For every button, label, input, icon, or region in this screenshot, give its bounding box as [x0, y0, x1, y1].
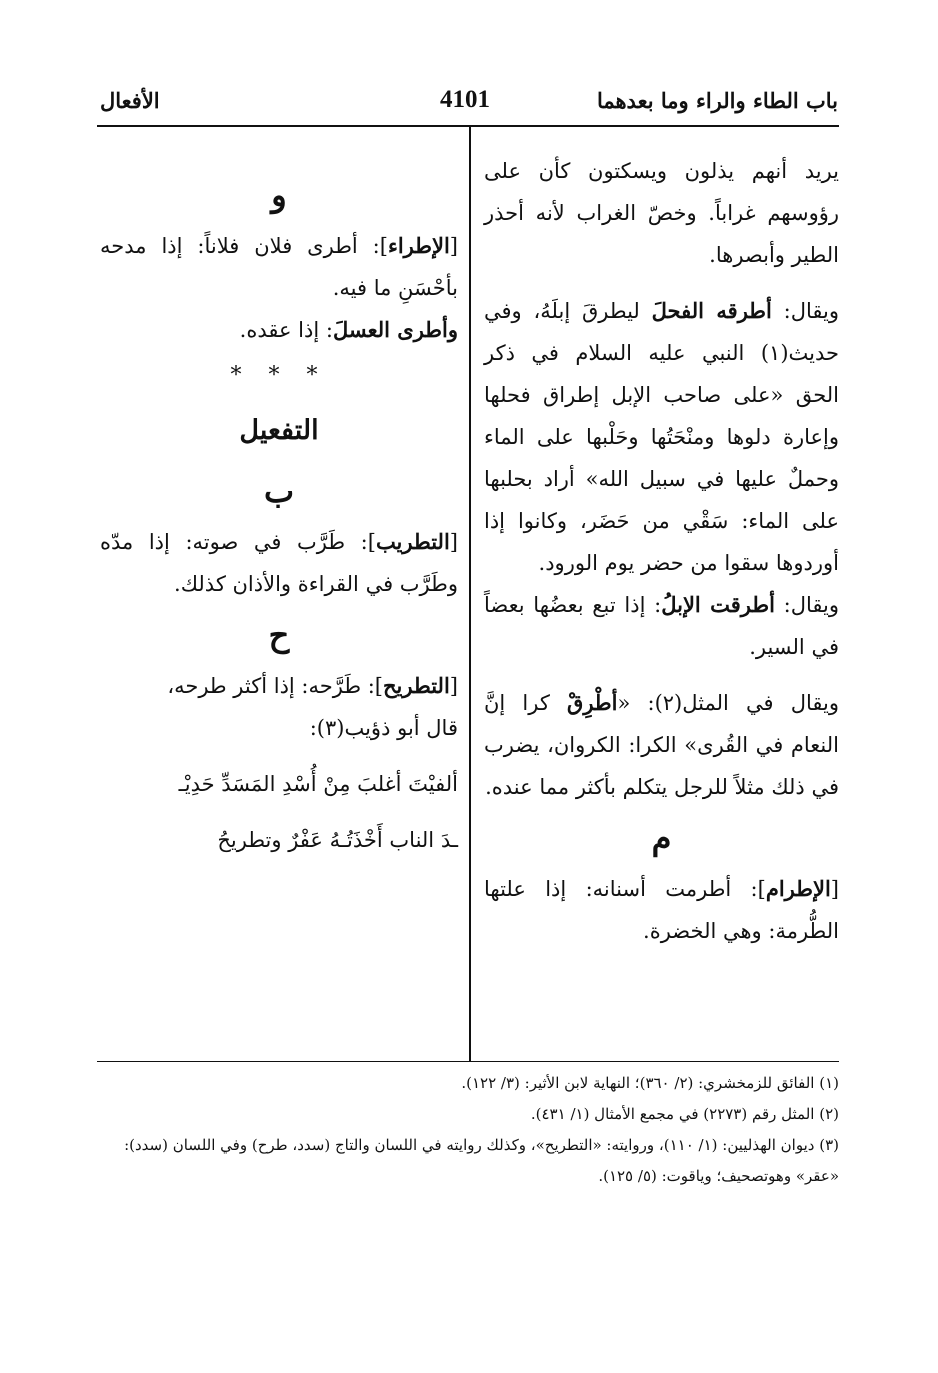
text-run: كرا إنَّ النعام في القُرى» الكرا: الكروان، يضرب في ذلك مثلاً للرجل يتكلم بأكثر مما عنده. — [484, 691, 839, 799]
text-run: ويقال في المثل(٢): « — [617, 691, 840, 715]
text-run: يريد أنهم يذلون ويسكتون كأن على رؤوسهم غراباً. وخصّ الغراب لأنه أحذر الطير وأبصرها. — [484, 159, 839, 267]
text-run: : إذا عقده. — [239, 318, 333, 342]
text-run: قال أبو ذؤيب(٣): — [309, 716, 458, 740]
headword: أطرقت الإبلُ — [661, 592, 775, 617]
headword: التطريب — [375, 529, 450, 554]
headword: أطرقه الفحلَ — [651, 298, 772, 323]
text-run: ]: طَرَّب في صوته: إذا مدّه وطَرَّب في القراءة والأذان كذلك. — [100, 530, 458, 596]
text-run: [ — [449, 674, 458, 698]
paragraph — [484, 682, 839, 808]
page-number: 4101 — [440, 86, 490, 113]
headword: وأطرى العسلَ — [332, 317, 458, 342]
headword: الإطراء — [387, 233, 450, 258]
text-run: [ — [449, 234, 458, 258]
spacer — [484, 668, 839, 682]
spacer — [484, 276, 839, 290]
paragraph — [100, 707, 458, 749]
spacer — [100, 805, 458, 819]
left-column — [100, 165, 458, 861]
paragraph — [484, 290, 839, 584]
paragraph — [484, 868, 839, 952]
text-run: ]: طَرَّحه: إذا أكثر طرحه، — [167, 674, 383, 698]
header-rule — [97, 125, 839, 127]
headword: أطْرِقْ — [567, 690, 618, 715]
letter-heading: ب — [263, 472, 295, 510]
text-run: : إذا تبع بعضُها بعضاً في السير. — [484, 593, 839, 659]
paragraph — [100, 225, 458, 309]
paragraph — [100, 309, 458, 351]
column-divider — [469, 127, 471, 1062]
text-run: ألفيْتَ أغلبَ مِنْ أُسْدِ المَسَدِّ حَدِيْـ — [178, 772, 458, 796]
separator-stars: * * * — [230, 363, 328, 388]
paragraph — [100, 665, 458, 707]
text-run: ليطرقَ إبلَهُ، وفي حديث(١) النبي عليه السلام في ذكر الحق «على صاحب الإبل إطراق فحلها وإعارة دلوها ومنْحَتُها وحَلْبها على الماء وحملٌ عليها في سبيل الله» أراد بحلبها على الماء: سَقْي من حَضَر، وكانوا إذا أوردوها سقوا من حضر يوم الورود. — [484, 299, 839, 575]
headword: الإطرام — [765, 876, 831, 901]
headword: التطريح — [383, 673, 450, 698]
letter-heading: ح — [268, 616, 290, 654]
header-section-title: الأفعال — [100, 88, 160, 113]
footnote-3: (٣) ديوان الهذليين: (١/ ١١٠)، وروايته: «التطريح»، وكذلك روايته في اللسان والتاج (سدد، طرح) وفي اللسان (سدد): «عقر» وهوتصحيف؛ وياقوت: (٥/ ١٢٥). — [124, 1136, 839, 1185]
paragraph — [100, 521, 458, 605]
section-heading: التفعيل — [239, 415, 319, 446]
footnote-2: (٢) المثل رقم (٢٢٧٣) في مجمع الأمثال (١/ ٤٣١). — [530, 1105, 839, 1123]
text-run: [ — [830, 877, 839, 901]
text-run: ]: أطرمت أسنانه: إذا علتها الطُّرمة: وهي الخضرة. — [484, 877, 839, 943]
text-run: ويقال: — [774, 593, 839, 617]
letter-heading: و — [271, 176, 287, 214]
footnotes — [100, 1068, 839, 1192]
text-run: ـدَ الناب أَخْذَتُـهُ عَفْرٌ وتطريحُ — [217, 828, 458, 852]
header-chapter-title: باب الطاء والراء وما بعدهما — [596, 88, 838, 113]
text-run: [ — [449, 530, 458, 554]
text-run: ويقال: — [771, 299, 839, 323]
footnote-1: (١) الفائق للزمخشري: (٢/ ٣٦٠)؛ النهاية لابن الأثير: (٣/ ١٢٢). — [461, 1074, 839, 1092]
text-run: ]: أطرى فلان فلاناً: إذا مدحه بأحْسَنِ ما فيه. — [100, 234, 458, 300]
paragraph — [100, 763, 458, 805]
letter-heading: م — [651, 819, 672, 857]
paragraph — [100, 819, 458, 861]
spacer — [100, 749, 458, 763]
paragraph — [484, 584, 839, 668]
right-column — [484, 150, 839, 952]
paragraph — [484, 150, 839, 276]
footnote-rule — [97, 1061, 839, 1062]
